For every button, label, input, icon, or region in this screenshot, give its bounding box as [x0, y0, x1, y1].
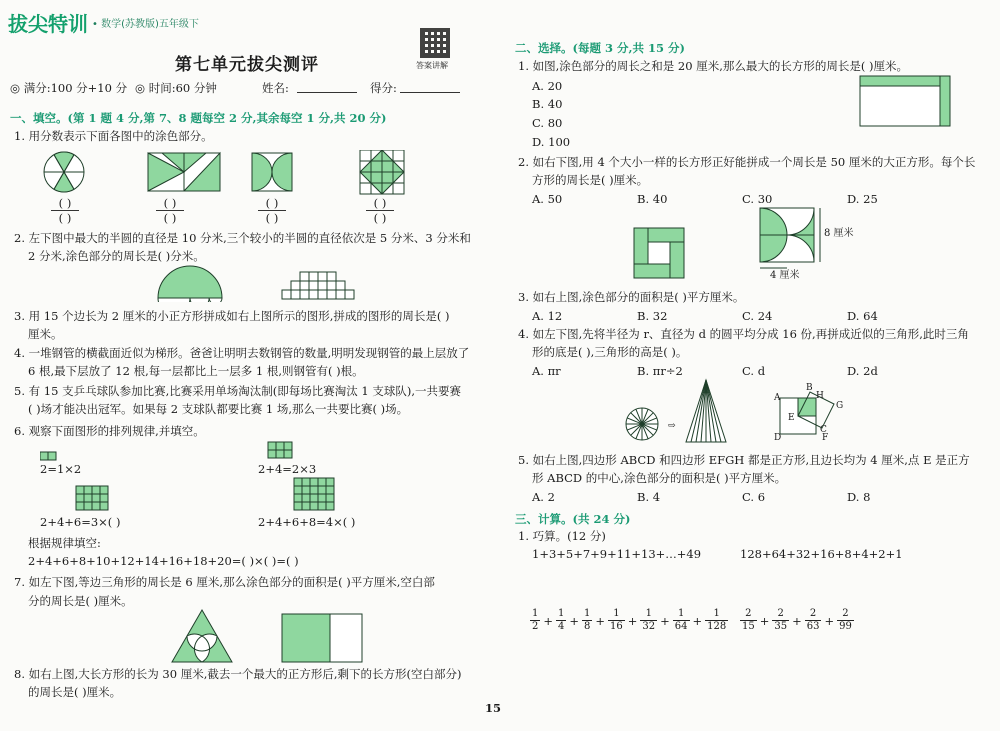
s2-q4-opt-b[interactable]: B. πr÷2	[637, 364, 683, 378]
stair-blocks	[282, 272, 354, 299]
q2-q3-figures	[630, 206, 880, 286]
s2-q4-opt-d[interactable]: D. 2d	[847, 364, 878, 378]
section1-heading: 一、填空。(第 1 题 4 分,第 7、8 题每空 2 分,其余每空 1 分,共 20 分)	[10, 111, 387, 125]
s2-q2-opt-b[interactable]: B. 40	[637, 192, 668, 206]
eq-1: 2=1×2	[40, 462, 82, 476]
s2-q3-opt-c[interactable]: C. 24	[742, 309, 773, 323]
triangle-figure	[172, 610, 232, 662]
eq-2: 2+4=2×3	[258, 462, 317, 476]
label-4cm: 4 厘米	[770, 270, 800, 281]
s2-q5-opt-b[interactable]: B. 4	[637, 490, 661, 504]
section3-heading: 三、计算。(共 24 分)	[515, 512, 631, 526]
rule-equation: 2+4+6+8+10+12+14+16+18+20=( )×( )=( )	[28, 554, 299, 568]
s2-q5-opt-c[interactable]: C. 6	[742, 490, 766, 504]
label-8cm: 8 厘米	[824, 228, 854, 239]
s1-q8b: 的周长是( )厘米。	[28, 685, 122, 699]
qr-code[interactable]	[420, 28, 450, 58]
q7-q8-figures	[170, 608, 390, 664]
point-b: B	[806, 383, 813, 393]
brand-logo: 拔尖特训	[8, 12, 88, 36]
s1-q7a: 7. 如左下图,等边三角形的周长是 6 厘米,那么涂色部分的面积是( )平方厘米,空白部	[14, 575, 435, 589]
circle-sectors-figure	[626, 408, 658, 440]
point-g: G	[836, 401, 844, 411]
q1-rect-figure	[858, 74, 954, 130]
fraction-sum-1: 1 2 + $\frac{1}{4}$ + $\frac{1}{8}$ + $\frac{1}{16}$ + $\frac{1}{32}$ + $\frac{1}{64}$ + $\frac{1}{128}$	[532, 608, 727, 632]
q6-grids	[40, 440, 340, 512]
blank-3[interactable]: ( ) ( )	[252, 196, 292, 225]
s2-q3: 3. 如右上图,涂色部分的面积是( )平方厘米。	[518, 290, 745, 304]
s2-q1-opt-a[interactable]: A. 20	[532, 79, 563, 93]
s2-q3-opt-a[interactable]: A. 12	[532, 309, 563, 323]
s2-q4a: 4. 如左下图,先将半径为 r、直径为 d 的圆平均分成 16 份,再拼成近似的三角形,此时三角	[518, 327, 969, 341]
page-number: 15	[485, 701, 502, 715]
grid-2x3	[268, 442, 292, 458]
tall-triangle-figure	[686, 380, 726, 442]
blank-4[interactable]: ( ) ( )	[360, 196, 400, 225]
s2-q1-opt-d[interactable]: D. 100	[532, 135, 571, 149]
point-d: D	[774, 433, 782, 443]
four-rectangles-figure	[634, 228, 684, 278]
rectangle-square-figure	[282, 614, 362, 662]
s2-q5a: 5. 如右上图,四边形 ABCD 和四边形 EFGH 都是正方形,且边长均为 4 厘米,点 E 是正方	[518, 453, 970, 467]
point-e: E	[788, 413, 795, 423]
diamond-grid-figure	[360, 150, 404, 194]
s2-q4-opt-c[interactable]: C. d	[742, 364, 766, 378]
time-limit: ◎ 时间:60 分钟	[135, 81, 217, 95]
calc-2: 128+64+32+16+8+4+2+1	[740, 547, 903, 561]
quarter-circles-figure	[760, 208, 820, 268]
s1-q8a: 8. 如右上图,大长方形的长为 30 厘米,截去一个最大的正方形后,剩下的长方形(空白部分)	[14, 667, 462, 681]
page-title: 第七单元拔尖测评	[175, 55, 319, 75]
point-f: F	[822, 433, 829, 443]
s1-q3b: 厘米。	[28, 327, 63, 341]
score-line[interactable]	[400, 92, 460, 93]
s2-q3-opt-b[interactable]: B. 32	[637, 309, 668, 323]
point-c: C	[820, 425, 827, 435]
arrow-icon: ⇨	[668, 421, 676, 431]
rect-triangle-figure	[148, 153, 220, 191]
name-line[interactable]	[297, 92, 357, 93]
s2-q4-opt-a[interactable]: A. πr	[532, 364, 561, 378]
s2-q1: 1. 如图,涂色部分的周长之和是 20 厘米,那么最大的长方形的周长是( )厘米。	[518, 59, 909, 73]
grid-3x4	[76, 486, 108, 510]
s2-q5-opt-a[interactable]: A. 2	[532, 490, 555, 504]
q2-q3-figures	[150, 264, 370, 302]
s1-q5a: 5. 有 15 支乒乓球队参加比赛,比赛采用单场淘汰制(即每场比赛淘汰 1 支球队),一共要赛	[14, 384, 461, 398]
s2-q1-opt-b[interactable]: B. 40	[532, 97, 563, 111]
name-label: 姓名:	[262, 81, 289, 95]
s1-q2b: 2 分米,涂色部分的周长是( )分米。	[28, 249, 205, 263]
blank-1[interactable]: ( ) ( )	[45, 196, 85, 225]
s1-q7b: 分的周长是( )厘米。	[28, 594, 133, 608]
s2-q2b: 方形的周长是( )厘米。	[532, 173, 649, 187]
s2-q3-opt-d[interactable]: D. 64	[847, 309, 878, 323]
s2-q2-opt-d[interactable]: D. 25	[847, 192, 878, 206]
grid-4x5	[294, 478, 334, 510]
square-semicircle-figure	[252, 153, 292, 191]
s2-q4b: 形的底是( ),三角形的高是( )。	[532, 345, 688, 359]
fraction-sum-2: 2 15 + $\frac{2}{35}$ + $\frac{2}{63}$ + $\frac{2}{99}$	[742, 608, 852, 632]
s2-q1-opt-c[interactable]: C. 80	[532, 116, 563, 130]
blank-2[interactable]: ( ) ( )	[150, 196, 190, 225]
s2-q5-opt-d[interactable]: D. 8	[847, 490, 871, 504]
s1-q6: 6. 观察下面图形的排列规律,并填空。	[14, 424, 205, 438]
s2-q5b: 形 ABCD 的中心,涂色部分的面积是( )平方厘米。	[532, 471, 787, 485]
grid-1x2	[40, 452, 56, 460]
point-a: A	[774, 393, 781, 403]
eq-3: 2+4+6=3×( )	[40, 515, 121, 529]
rule-label: 根据规律填空:	[28, 536, 101, 550]
book-meta: • 数学(苏教版)五年级下	[92, 19, 199, 30]
circle-figure	[44, 152, 84, 192]
s1-q1: 1. 用分数表示下面各图中的涂色部分。	[14, 129, 213, 143]
s1-q4b: 6 根,最下层放了 12 根,每一层都比上一层多 1 根,则钢管有( )根。	[28, 364, 364, 378]
eq-4: 2+4+6+8=4×( )	[258, 515, 356, 529]
s2-q2-opt-a[interactable]: A. 50	[532, 192, 563, 206]
s2-q2a: 2. 如右下图,用 4 个大小一样的长方形正好能拼成一个周长是 50 厘米的大正方形。每个长	[518, 155, 976, 169]
s1-q3a: 3. 用 15 个边长为 2 厘米的小正方形拼成如右上图所示的图形,拼成的图形的周长是( )	[14, 309, 450, 323]
q4-q5-figures	[620, 378, 860, 448]
s2-q2-opt-c[interactable]: C. 30	[742, 192, 773, 206]
qr-label: 答案讲解	[416, 61, 448, 70]
s1-q4a: 4. 一堆钢管的横截面近似为梯形。爸爸让明明去数钢管的数量,明明发现钢管的最上层放了	[14, 346, 470, 360]
s1-q5b: ( )场才能决出冠军。如果每 2 支球队都要比赛 1 场,那么一共要比赛( )场。	[28, 402, 409, 416]
calc-1: 1+3+5+7+9+11+13+…+49	[532, 547, 702, 561]
score-label: 得分:	[370, 81, 397, 95]
s1-q2a: 2. 左下图中最大的半圆的直径是 10 分米,三个较小的半圆的直径依次是 5 分米、3 分米和	[14, 231, 471, 245]
full-score: ◎ 满分:100 分+10 分	[10, 81, 128, 95]
s3-q1: 1. 巧算。(12 分)	[518, 529, 606, 543]
section2-heading: 二、选择。(每题 3 分,共 15 分)	[515, 41, 685, 55]
point-h: H	[816, 391, 824, 401]
